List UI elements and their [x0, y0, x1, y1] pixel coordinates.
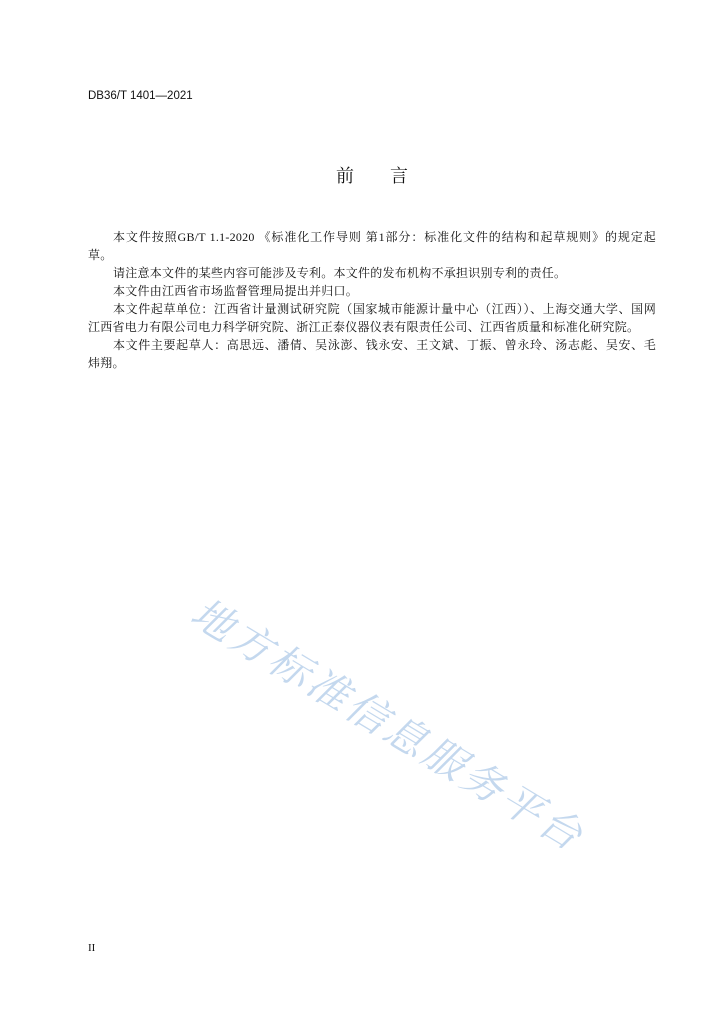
- watermark-text: 地方标准信息服务平台: [182, 588, 594, 862]
- paragraph-line: 本文件按照GB/T 1.1-2020 《标准化工作导则 第1部分：标准化文件的结构和起草规则》的规定起: [113, 230, 656, 244]
- paragraph-line: 草。: [88, 248, 113, 262]
- paragraph-line: 本文件主要起草人：高思远、潘倩、吴泳澎、钱永安、王文斌、丁振、曾永玲、汤志彪、吴安、毛: [113, 338, 656, 352]
- paragraph-proposer: [88, 282, 656, 300]
- standard-number: DB36/T 1401—2021: [88, 90, 193, 102]
- paragraph-line: 炜翔。: [88, 356, 125, 370]
- paragraph-patent-notice: [88, 264, 656, 282]
- paragraph-line: 本文件由江西省市场监督管理局提出并归口。: [113, 284, 359, 298]
- paragraph-drafting-rules: [88, 228, 656, 264]
- page-title: 前 言: [336, 166, 408, 187]
- paragraph-line: 本文件起草单位：江西省计量测试研究院（国家城市能源计量中心（江西））、上海交通大学、国网: [113, 302, 656, 316]
- paragraph-line: 请注意本文件的某些内容可能涉及专利。本文件的发布机构不承担识别专利的责任。: [113, 266, 567, 280]
- page-number: II: [88, 942, 96, 954]
- preface-body: [88, 228, 656, 372]
- paragraph-drafters: [88, 336, 656, 372]
- paragraph-drafting-units: [88, 300, 656, 336]
- paragraph-line: 江西省电力有限公司电力科学研究院、浙江正泰仪器仪表有限责任公司、江西省质量和标准化研究院。: [88, 320, 640, 334]
